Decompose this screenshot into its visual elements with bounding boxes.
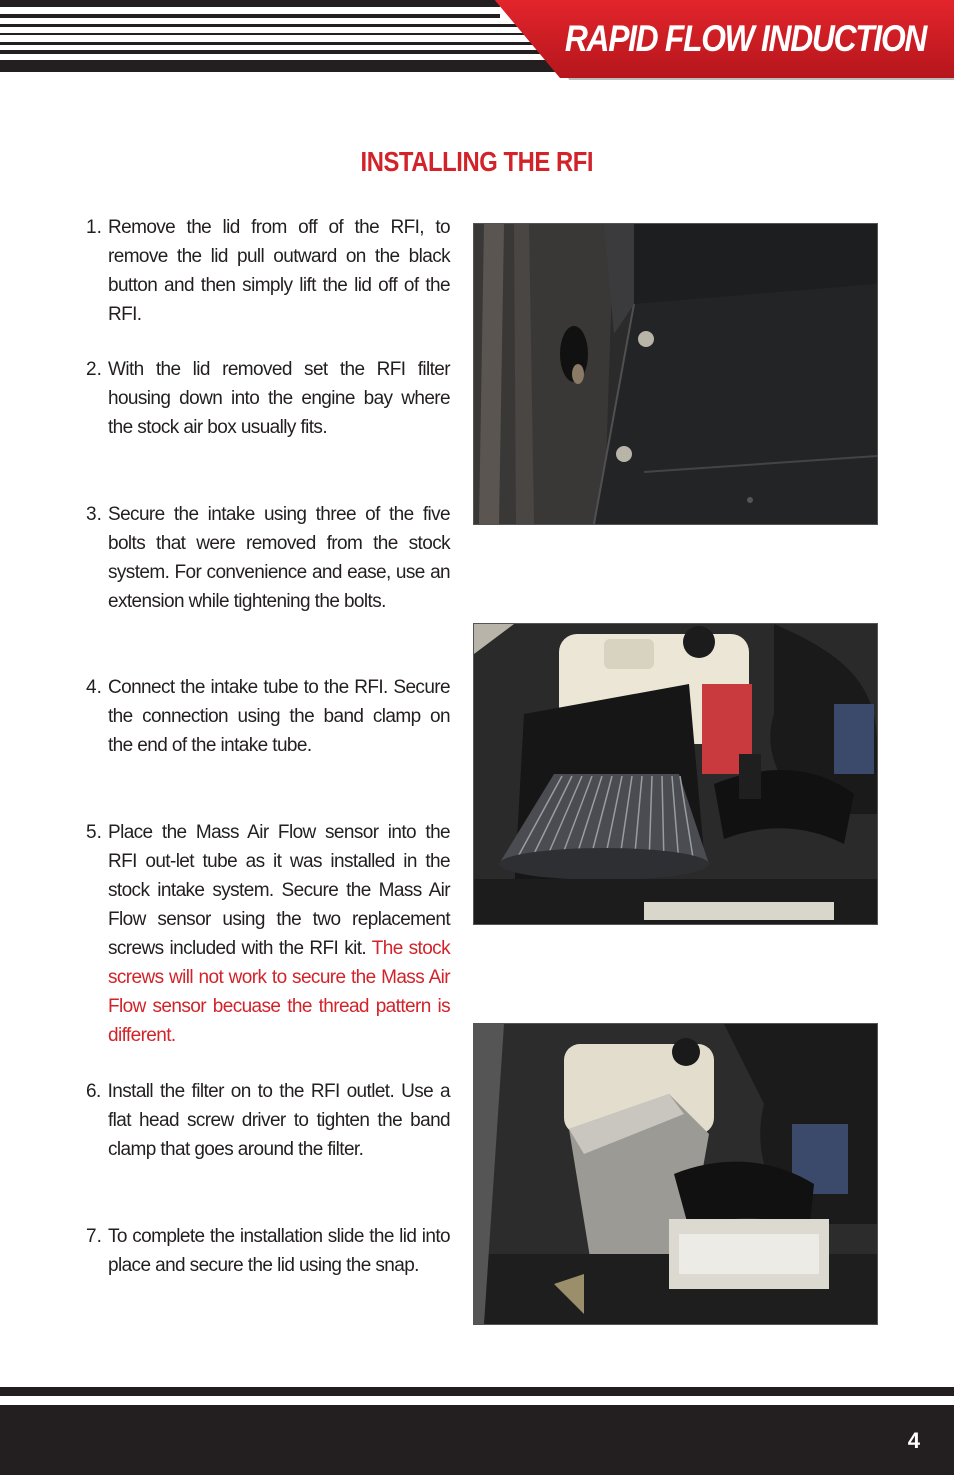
footer-stripe bbox=[0, 1387, 954, 1396]
rfi-housing-bolted-photo bbox=[473, 223, 878, 525]
section-title bbox=[0, 146, 954, 178]
header-title: RAPID FLOW INDUCTION bbox=[564, 18, 926, 59]
step-text: Secure the intake using three of the five bolts that were removed from the stock system. For convenience and ease, use an extension while tightening the bolts. bbox=[108, 504, 450, 612]
page-number: 4 bbox=[907, 1428, 920, 1453]
step-7 bbox=[86, 1222, 450, 1280]
step-number: 3. bbox=[86, 504, 102, 525]
section-title-text: INSTALLING THE RFI bbox=[360, 146, 594, 177]
step-number: 5. bbox=[86, 822, 102, 843]
step-number: 4. bbox=[86, 677, 102, 698]
step-text-main: Place the Mass Air Flow sensor into the RFI out-let tube as it was installed in the stock intake system. Secure the Mass Air Flow sensor using the two replacement screws included with the RFI kit. bbox=[108, 822, 450, 959]
step-2 bbox=[86, 355, 450, 442]
footer-bar bbox=[0, 1405, 954, 1475]
step-warning-note: The stock screws will not work to secure the Mass Air Flow sensor becuase the thread pattern is different. bbox=[108, 938, 450, 1046]
step-4 bbox=[86, 673, 450, 760]
step-text bbox=[86, 1077, 450, 1164]
step-text bbox=[108, 818, 450, 1050]
step-text: With the lid removed set the RFI filter housing down into the engine bay where the stock air box usually fits. bbox=[108, 359, 450, 438]
footer-stripe-gap bbox=[0, 1396, 954, 1399]
step-text-main: Install the filter on to the RFI outlet. Use a flat head screw driver to tighten the band clamp that goes around the filter. bbox=[107, 1081, 450, 1160]
step-1 bbox=[86, 213, 450, 329]
step-number: 6. bbox=[86, 1081, 101, 1102]
step-number: 2. bbox=[86, 359, 102, 380]
step-6 bbox=[86, 1077, 450, 1164]
rfi-lid-installed-photo bbox=[473, 1023, 878, 1325]
step-text: Remove the lid from off of the RFI, to remove the lid pull outward on the black button and then simply lift the lid off of the RFI. bbox=[108, 217, 450, 325]
step-3 bbox=[86, 500, 450, 616]
step-text: Connect the intake tube to the RFI. Secure the connection using the band clamp on the end of the intake tube. bbox=[108, 677, 450, 756]
step-number: 1. bbox=[86, 217, 102, 238]
rfi-filter-installed-photo bbox=[473, 623, 878, 925]
step-number: 7. bbox=[86, 1226, 102, 1247]
step-5 bbox=[86, 818, 450, 1050]
step-text: To complete the installation slide the lid into place and secure the lid using the snap. bbox=[108, 1226, 450, 1276]
